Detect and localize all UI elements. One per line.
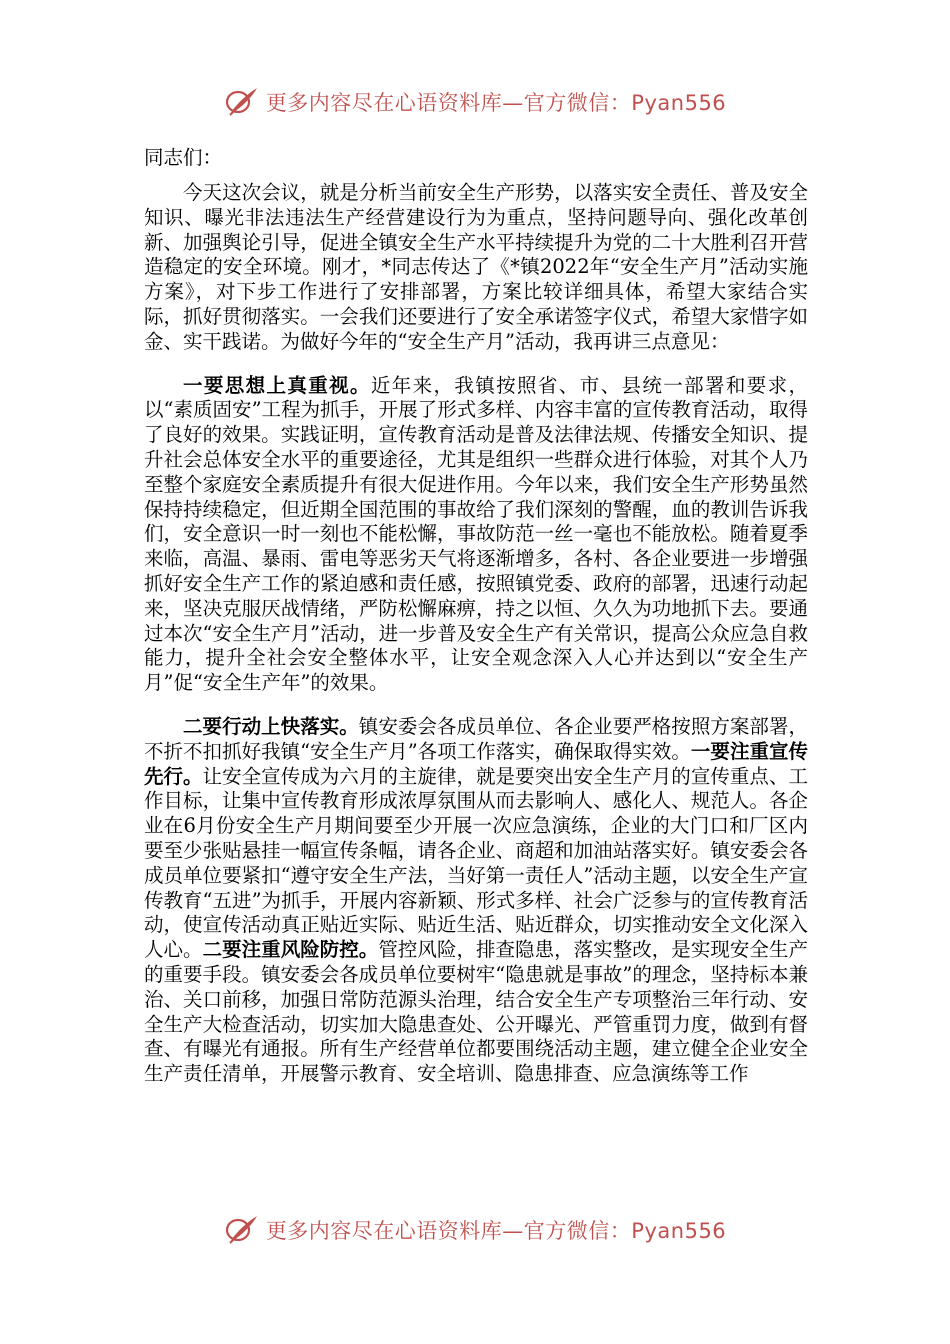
paragraph-text: 近年来，我镇按照省、市、县统一部署和要求，以“素质固安”工程为抓手，开展了形式多样、内容丰富的宣传教育活动，取得了良好的效果。实践证明，宣传教育活动是普及法律法规、传播安全知识、提升社会总体安全水平的重要途径，尤其是组织一些群众进行体验，对其个人乃至整个家庭安全素质提升有很大促进作用。今年以来，我们安全生产形势虽然保持持续稳定，但近期全国范围的事故给了我们深刻的警醒，血的教训告诉我们，安全意识一时一刻也不能松懈，事故防范一丝一毫也不能放松。随着夏季来临，高温、暴雨、雷电等恶劣天气将逐渐增多，各村、各企业要进一步增强抓好安全生产工作的紧迫感和责任感，按照镇党委、政府的部署，迅速行动起来，坚决克服厌战情绪，严防松懈麻痹，持之以恒、久久为功地抓下去。要通过本次“安全生产月”活动，进一步普及安全生产有关常识，提高公众应急自救能力，提升全社会安全整体水平，让安全观念深入人心并达到以“安全生产月”促“安全生产年”的效果。 bbox=[144, 373, 808, 695]
watermark-footer bbox=[0, 1212, 950, 1248]
paragraph-list bbox=[144, 181, 808, 1087]
paragraph-text: 管控风险，排查隐患，落实整改，是实现安全生产的重要手段。镇安委会各成员单位要树牢“隐患就是事故”的理念，坚持标本兼治、关口前移，加强日常防范源头治理，结合安全生产专项整治三年行动、安全生产大检查活动，切实加大隐患查处、公开曝光、严管重罚力度，做到有督查、有曝光有通报。所有生产经营单位都要围绕活动主题，建立健全企业安全生产责任清单，开展警示教育、安全培训、隐患排查、应急演练等工作 bbox=[144, 938, 808, 1086]
paragraph-heading: 二要行动上快落实。 bbox=[183, 714, 359, 738]
body-paragraph bbox=[144, 374, 808, 696]
salutation: 同志们： bbox=[144, 146, 223, 169]
quill-logo-icon bbox=[224, 85, 260, 119]
paragraph-text: 今天这次会议，就是分析当前安全生产形势，以落实安全责任、普及安全知识、曝光非法违法生产经营建设行为为重点，坚持问题导向、强化改革创新、加强舆论引导，促进全镇安全生产水平持续提升为党的二十大胜利召开营造稳定的安全环境。刚才，*同志传达了《*镇2022年“安全生产月”活动实施方案》，对下步工作进行了安排部署，方案比较详细具体，希望大家结合实际，抓好贯彻落实。一会我们还要进行了安全承诺签字仪式，希望大家惜字如金、实干践诺。为做好今年的“安全生产月”活动，我再讲三点意见： bbox=[144, 181, 808, 353]
body-paragraph bbox=[144, 181, 808, 355]
paragraph-text: 让安全宣传成为六月的主旋律，就是要突出安全生产月的宣传重点、工作目标，让集中宣传教育形成浓厚氛围从而去影响人、感化人、规范人。各企业在6月份安全生产月期间要至少开展一次应急演练，企业的大门口和厂区内要至少张贴悬挂一幅宣传条幅，请各企业、商超和加油站落实好。镇安委会各成员单位要紧扣“遵守安全生产法，当好第一责任人”活动主题，以安全生产宣传教育“五进”为抓手，开展内容新颖、形式多样、社会广泛参与的宣传教育活动，使宣传活动真正贴近实际、贴近生活、贴近群众，切实推动安全文化深入人心。 bbox=[144, 764, 808, 962]
paragraph-heading: 二要注重风险防控。 bbox=[202, 938, 379, 962]
document-body bbox=[144, 143, 808, 1106]
paragraph-heading: 一要注重宣传先行。 bbox=[144, 739, 808, 788]
watermark-text: 更多内容尽在心语资料库—官方微信：Pyan556 bbox=[265, 1219, 727, 1243]
paragraph-text: 镇安委会各成员单位、各企业要严格按照方案部署，不折不扣抓好我镇“安全生产月”各项工作落实，确保取得实效。 bbox=[144, 714, 808, 763]
watermark-header bbox=[0, 84, 950, 120]
body-paragraph bbox=[144, 715, 808, 1087]
paragraph-heading: 一要思想上真重视。 bbox=[183, 373, 371, 397]
watermark-text: 更多内容尽在心语资料库—官方微信：Pyan556 bbox=[265, 91, 727, 115]
quill-logo-icon bbox=[224, 1213, 260, 1247]
